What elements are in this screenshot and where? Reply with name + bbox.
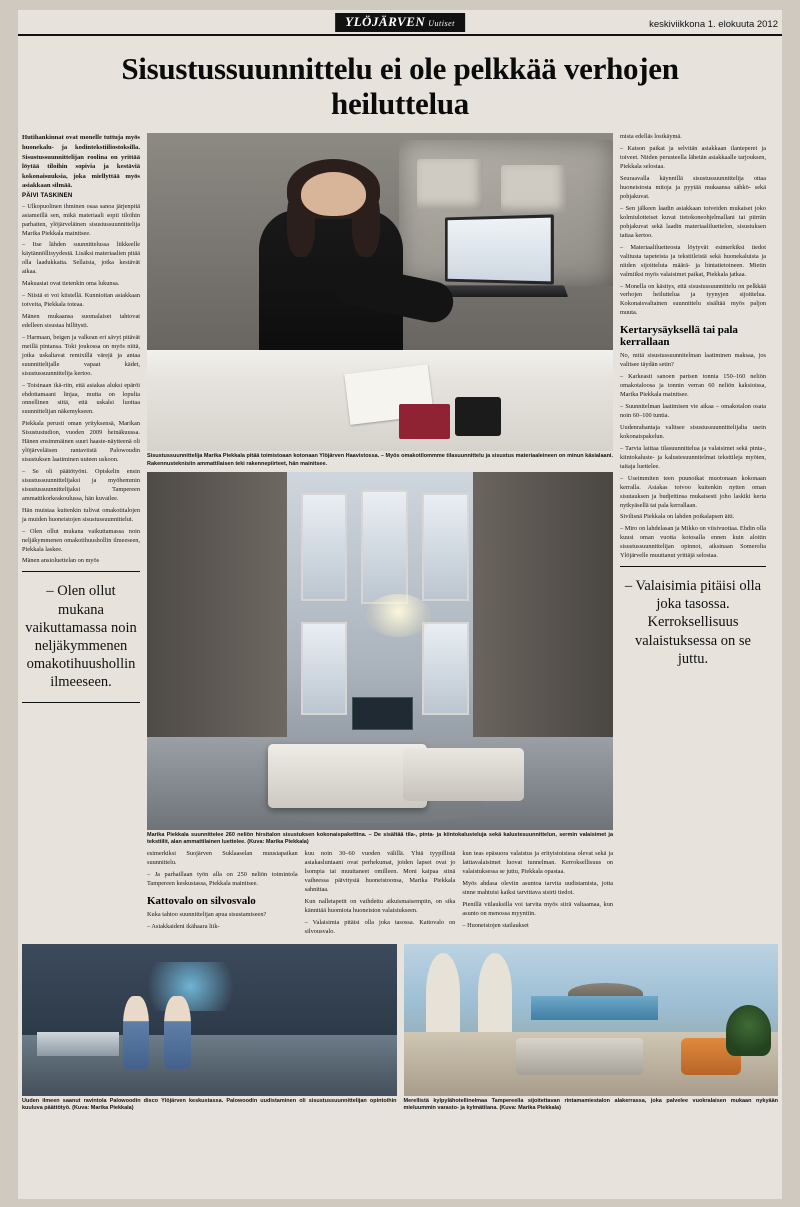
paragraph: Uudenrahantaja valitsee sisustussuunnittelijalta usein kokonaispakelun. <box>620 424 766 440</box>
paragraph: – Niistä ei voi kiistellä. Kunnioitan asiakkaan toiveita, Piekkala toteaa. <box>22 292 140 309</box>
render-tv <box>352 697 413 729</box>
paragraph: Mänen mukaansa suomalaiset tahtovat edelleen sisustaa hillitysti. <box>22 313 140 329</box>
paragraph: Kun nalletapetit on vaihdettu aikuismaisempiin, on sika kännitää huomiota huoneiston valaistukseen. <box>304 898 456 915</box>
paragraph: mista edelläs lostkäymä. <box>620 133 682 141</box>
paragraph: – Ja parhaillaan työn alla on 250 neliön toimintola Tampereen keskustassa, Piekkala mainitsee. <box>147 871 298 888</box>
mid-lower-col-3 <box>462 850 613 939</box>
photo-person-face <box>301 172 366 217</box>
paragraph: Seuraavalla käynnillä sisustussuunnittelija ottaa huoneistosta mitoja ja pyytää mukaansa sähkö- sekä pohjakuvat. <box>620 175 766 201</box>
rule-divider <box>620 566 766 567</box>
page-headline: Sisustussuunnittelu ei ole pelkkää verhojen heiluttelua <box>121 51 679 121</box>
mid-lower-col-2 <box>305 850 456 939</box>
paragraph: No, mitä sisustussuunnitelman laatiminen maksaa, jos valitsee täydän setin? <box>620 352 766 369</box>
caption-interior-render: Marika Piekkala suunnittelee 260 neliön hirsitalon sisustuksen kokonaispakettina. – De sisältää tila-, pinta- ja kiintokalusteluja sekä kalustesuunnittelun, sermin valaisimet ja tekstiilit, alan ammattilainen luettelee. (Kuva: Marika Piekkala) <box>147 831 613 846</box>
paragraph: – Huoneistojen stailaukset <box>462 922 529 929</box>
article-lead: Hutihankinnat ovat monelle tuttuja myös huonekalu- ja kodintekstiiliostoksilla. Sisustussuunnittelijan roolina on yrittää löytää tiloihin sopivia ja kestäviä kokonaisuuksia, joka miellyttää myös asiakkaan silmää. <box>22 134 140 190</box>
paragraph: esimerkiksi Suojärven Suklaaselan muusiapaikan suunnittelu. <box>147 850 298 867</box>
photo-spa-basement-render <box>404 944 779 1096</box>
paragraph: – Asiakkaideni ikähaara liik- <box>147 923 220 931</box>
column-middle <box>147 133 613 939</box>
newspaper-logo <box>335 13 465 32</box>
photo-laptop-screen <box>445 215 554 285</box>
photo-designer-at-desk <box>147 133 613 451</box>
main-content <box>18 133 782 939</box>
paragraph: – Sen jälkeen laadin asiakkaan toiveiden mukaiset joko kolmiulotteiset kuvat tietokoneohjelmallani tai piirrän pohjakuvat sekä laadin materiaaliluettelon, sisustuksen taitaa kertoo. <box>620 205 766 239</box>
mid-lower-col-1 <box>147 850 298 939</box>
render-window <box>301 622 348 715</box>
pullquote-right: – Valaisimia pitäisi olla joka tasossa. Kerroksellisuus valaistuksessa on se juttu. <box>624 578 762 667</box>
paragraph: – Karkeasti sanoen parisen tonnia 150–160 neliön omakotaloosa ja tonnin verran 60 neliön kaksioissa, Marika Piekkala mainitsee. <box>620 373 766 399</box>
paragraph: Kuka tahtoo suunnittelijan apua sisustamiseen? <box>147 911 267 919</box>
paragraph: – Miro on lahdelasan ja Mikko on viisivuotiaa. Ehdin olla kuusi oman vuotta kotosalla ennen kuin aloitin sisustussuunnittelijan opinnot, aiksinaan Somerolta Ylöjärvelle muuttanut yrittäjä selostaa. <box>620 525 766 560</box>
paragraph: – Itse lähden suunnittelussa liikkeelle käytännöllisyydestä. Lisäksi materiaalien pitää olla laadukkaita. Sellaisia, jotka kestävät aikaa. <box>22 241 140 276</box>
right-body-top <box>620 133 766 318</box>
paragraph: – Toisinaan ikä-riin, että asiakas aluksi epäröi ehdottamaani linjaa, mutta on lopulta onnellinen siitä, että uskalsi luottaa suunnittelijan näkemykseen. <box>22 381 140 416</box>
rule-divider <box>22 702 140 703</box>
render-window <box>422 622 469 715</box>
logo-sub: Uutiset <box>428 19 455 28</box>
render-chandelier <box>366 594 431 637</box>
photo-disco-light <box>134 962 246 1011</box>
paragraph: kuu noin 30–60 vuoden välillä. Yhtä tyypillistä asiakasluntaani ovat perhekumat, joiden lapset ovat jo lsompia tai muuttaneet omilleen. Moni kaipaa siinä vaiheessa päivitystä huoneistoonsa, Marika Piekkala sahnittaa. <box>304 850 456 894</box>
photo-red-book <box>399 404 450 439</box>
render-plant <box>726 1005 771 1057</box>
right-body-bottom <box>620 352 766 561</box>
paragraph: Pienillä viilauksilla voi tarvita myös siirä valtaamaa, kun asunto on menossa myyntiin. <box>462 901 614 918</box>
paragraph: – Materiaaliluetteosta löytyvät esimerkiksi tiedot valitusta tapeteista ja tekstiileistä sekä huonekaluista ja niiden sijoitteluta määrä- ja hintatietoineen. Mietin valmiiksi myös valaisimet paikat, Piekkala jatkaa. <box>620 243 766 278</box>
paragraph: – Se oli päätötyöni. Opiskelin ensin sisustussuunnittelijaksi ja myöhemmin sisustussuunnittelijaksi Tampereen ammattikorkeakoulussa, hän kuvailee. <box>22 468 140 502</box>
paragraph: – Tarvia laittaa tilasuunnittelua ja valaisimet sekä pinta-, kiintokaluste- ja kalustesuunnitelmat teksttileja myöten, taitaja luettelee. <box>620 444 766 470</box>
pullquote-left: – Olen ollut mukana vaikuttamassa noin neljäkymmenen omakotihuushollin ilmeeseen. <box>25 583 137 691</box>
render-window <box>361 490 408 605</box>
photo-interior-render <box>147 472 613 830</box>
render-sea-view <box>531 996 658 1020</box>
paragraph: – Harmaan, beigen ja valkean eri sävyt pitävät meillä pintansa. Toki joukossa on myös niitä, jotka uskaltavat remixillä värejä ja antaa suunnittelijalle vapaat kädet, sisustussuunnittelija kertoo. <box>22 333 140 377</box>
photo-cushion <box>501 165 566 213</box>
render-window <box>422 493 469 600</box>
rule-divider <box>22 571 140 572</box>
bottom-photo-row <box>18 944 782 1117</box>
byline: PÄIVI TASKINEN <box>22 192 73 199</box>
mid-lower-columns <box>147 850 613 939</box>
bottom-right-block <box>404 944 779 1117</box>
render-armchair <box>403 748 524 802</box>
photo-person-silhouette <box>123 996 149 1069</box>
paragraph: – Olen ollut mukana vaikuttamassa noin neljäkymmenen omakotihuushollin ilmeeseen, Piekkala laskee. <box>22 527 140 553</box>
paragraph: Piekkala perusti oman yrityksensä, Marikan Sisustustudion, vuoden 2009 heinäkuussa. Hänen ensimmäinen suuri haaste-näytteenä oli ylöjärveläisen rantaviistä Palowoudin sisustuksen laatiminen uuteen uskoon. <box>22 420 140 464</box>
issue-date: keskiviikkona 1. elokuuta 2012 <box>649 19 778 30</box>
photo-person-silhouette <box>164 996 190 1069</box>
paragraph: – Ulkopuolinen ihminen osaa sanoa järjenpitä asiameillä sen, mikä materiaali sopii tiloihin parhaiten, ylöjärveläinen sisustussuunnittelija Marika Piekkala mainitsee. <box>22 202 140 237</box>
paragraph: – Monella on käsitys, että sisustussuunnittelu on pelkkää verhojen heiluttelua ja tyynyjen sijoittelua. Kokonaisvaltainen suunnittelu sisältää myös paljon muuta. <box>620 282 766 317</box>
paragraph: Myös ahdasa oleviin asuntoa tarvita uudistamista, jotta sinne mahtuisi kaiksi tarvittava sisirti tiedot. <box>462 880 614 897</box>
paragraph: – Valaisimia pitäisi olla joka tasossa. Kattovalo on silvousvalo. <box>304 919 456 935</box>
masthead <box>18 10 782 36</box>
paragraph: – Useimmiten teen puunoikat muotonaan kokonaan kerralla. Asiakas toivoo kuitenkin nytten oman sisutauksen ja budjettinsa mukaisesti joho laskiki kerta nytkyäsellä tai pala kerrallaan. <box>620 474 766 509</box>
paragraph: – Suunnitelman laatimisen vie aikaa – omakotalon osata noin 60–100 tuntia. <box>620 403 766 420</box>
photo-palowood-disco <box>22 944 397 1096</box>
render-arch-column <box>426 953 460 1032</box>
render-basement-sofa <box>516 1038 643 1074</box>
left-body <box>22 203 140 567</box>
caption-spa-basement: Merellistä kylpylähotellinelmaa Tampereella sijoitettavan rintamamiestalon alakerrassa, joka palvelee vuokralaisen mukaan nykyään mieluummin varasto- ja kylmätilana. (Kuva: Marika Piekkala) <box>403 1097 778 1112</box>
paragraph: kun teas epäsuora valaistus ja erityistoisissa olevat sekä ja lattiavalaisimet luovat tunnelman. Kerroksellisuus on valaistuksessa se juttu, Piekkala opastaa. <box>462 850 614 876</box>
paragraph: Sivilisnä Piekkala on lahden poikalapsen äiti. <box>620 513 735 521</box>
subheading-kattovalo: Kattovalo on silvosvalo <box>147 895 256 908</box>
photo-cushion <box>417 159 482 210</box>
paragraph: – Katson paikat ja selvitän asiakkaan ilanteperet ja toiveet. Niiden perusteella lähetän asiakkaalle tarjouksen, Piekkala selostaa. <box>620 145 766 171</box>
newspaper-sheet <box>18 10 782 1199</box>
caption-designer-photo: Sisustussuunnittelija Marika Piekkala pitää toimistoaan kotonaan Ylöjärven Haavistossa. – Myös omakotilommme tilasuunnittelu ja sisustus materiaaleineen on minun käsialaani. Rakennusteknisiin ammattilaisen teki rakennepiirteet, hän mainitsee. <box>147 453 613 467</box>
logo-main: YLÖJÄRVEN <box>345 14 426 29</box>
render-window <box>301 493 348 600</box>
subheading-kertarysayksella: Kertarysäyksellä tai pala kerrallaan <box>620 324 738 349</box>
paragraph: Mänen ansioluettelan on myös <box>22 557 100 565</box>
photo-disco-bar <box>37 1032 119 1056</box>
paragraph: Makuasiat ovat tietenkin oma lukunsa. <box>22 280 120 288</box>
render-arch-column <box>478 953 512 1032</box>
bottom-left-block <box>22 944 397 1117</box>
column-left <box>22 133 140 939</box>
paragraph: Hän muistaa kuitenkin tulivat omakotitalojen ja muiden huoneistojen sisustussuunnittelut. <box>22 506 140 523</box>
caption-palowood: Uuden ilmeen saanut ravintola Palowoodin disco Ylöjärven keskustassa. Palowoodin uudistaminen oli sisustussuunnittelijan opintoihin kuuluva päättötyö. (Kuva: Marika Piekkala) <box>22 1097 397 1112</box>
column-right <box>620 133 766 939</box>
photo-phone <box>455 397 502 435</box>
